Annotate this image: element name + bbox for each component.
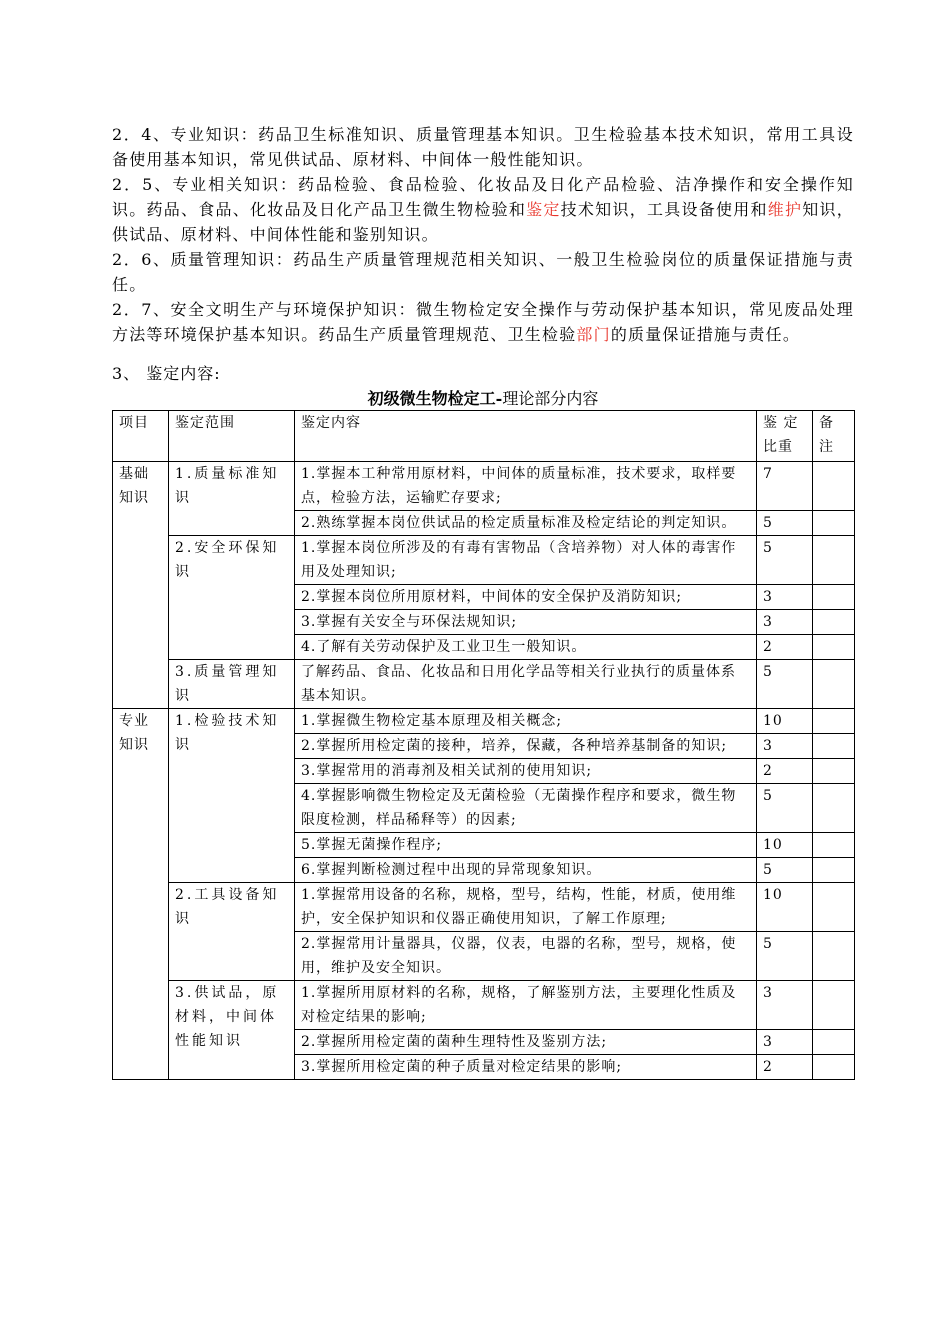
highlighted-text: 部门 [576, 325, 611, 344]
weight-cell: 10 [757, 709, 813, 734]
header-content: 鉴定内容 [295, 411, 757, 462]
remarks-cell [813, 932, 855, 981]
content-cell: 2.掌握常用计量器具，仪器，仪表，电器的名称，型号，规格，使用，维护及安全知识。 [295, 932, 757, 981]
weight-cell: 10 [757, 883, 813, 932]
paragraph [112, 297, 854, 347]
scope-cell: 2.安全环保知识 [169, 536, 295, 660]
remarks-cell [813, 536, 855, 585]
remarks-cell [813, 610, 855, 635]
content-cell: 1.掌握所用原材料的名称，规格，了解鉴别方法，主要理化性质及对检定结果的影响; [295, 981, 757, 1030]
table-row [113, 462, 855, 511]
paragraph-text: 2．5、专业相关知识：药品检验、食品检验、化妆品及日化产品检验、洁净操作和安全操作知识。药品、食品、化妆品及日化产品卫生微生物检验和 [112, 175, 854, 219]
paragraph-text: 2．6、质量管理知识：药品生产质量管理规范相关知识、一般卫生检验岗位的质量保证措施与责任。 [112, 250, 854, 294]
header-remarks: 备 注 [813, 411, 855, 462]
weight-cell: 7 [757, 462, 813, 511]
weight-cell: 5 [757, 932, 813, 981]
section-heading: 3、 鉴定内容: [112, 364, 221, 383]
assessment-table [112, 410, 855, 1080]
paragraph-text: 知识，供试品、原材料、中间体性能和鉴别知识。 [112, 200, 854, 244]
category-cell: 基础知识 [113, 462, 169, 709]
document-page [112, 122, 854, 1080]
paragraph [112, 172, 854, 247]
scope-cell: 3.供试品，原材料，中间体性能知识 [169, 981, 295, 1080]
table-title [112, 388, 854, 410]
weight-cell: 2 [757, 1055, 813, 1080]
paragraph [112, 247, 854, 297]
content-cell: 4.掌握影响微生物检定及无菌检验（无菌操作程序和要求，微生物限度检测，样品稀释等）的因素; [295, 784, 757, 833]
remarks-cell [813, 635, 855, 660]
paragraph-text: 2．4、专业知识：药品卫生标准知识、质量管理基本知识。卫生检验基本技术知识，常用工具设备使用基本知识，常见供试品、原材料、中间体一般性能知识。 [112, 125, 854, 169]
paragraph [112, 122, 854, 172]
weight-cell: 3 [757, 610, 813, 635]
paragraph-text: 技术知识，工具设备使用和 [560, 200, 768, 219]
content-cell: 1.掌握本岗位所涉及的有毒有害物品（含培养物）对人体的毒害作用及处理知识; [295, 536, 757, 585]
remarks-cell [813, 660, 855, 709]
remarks-cell [813, 585, 855, 610]
header-scope: 鉴定范围 [169, 411, 295, 462]
weight-cell: 10 [757, 833, 813, 858]
remarks-cell [813, 709, 855, 734]
weight-cell: 5 [757, 784, 813, 833]
remarks-cell [813, 784, 855, 833]
table-row [113, 660, 855, 709]
remarks-cell [813, 981, 855, 1030]
weight-cell: 3 [757, 585, 813, 610]
table-title-bold: 初级微生物检定工- [367, 389, 503, 408]
content-cell: 了解药品、食品、化妆品和日用化学品等相关行业执行的质量体系基本知识。 [295, 660, 757, 709]
table-row [113, 536, 855, 585]
highlighted-text: 鉴定 [526, 200, 561, 219]
content-cell: 3.掌握所用检定菌的种子质量对检定结果的影响; [295, 1055, 757, 1080]
remarks-cell [813, 1030, 855, 1055]
weight-cell: 2 [757, 635, 813, 660]
content-cell: 3.掌握有关安全与环保法规知识; [295, 610, 757, 635]
remarks-cell [813, 734, 855, 759]
remarks-cell [813, 759, 855, 784]
table-row [113, 981, 855, 1030]
remarks-cell [813, 462, 855, 511]
weight-cell: 3 [757, 734, 813, 759]
header-project: 项目 [113, 411, 169, 462]
content-cell: 2.掌握本岗位所用原材料，中间体的安全保护及消防知识; [295, 585, 757, 610]
content-cell: 3.掌握常用的消毒剂及相关试剂的使用知识; [295, 759, 757, 784]
table-row [113, 883, 855, 932]
content-cell: 2.熟练掌握本岗位供试品的检定质量标准及检定结论的判定知识。 [295, 511, 757, 536]
category-cell: 专业知识 [113, 709, 169, 1080]
content-cell: 5.掌握无菌操作程序; [295, 833, 757, 858]
table-title-normal: 理论部分内容 [502, 389, 599, 408]
table-body [113, 462, 855, 1080]
weight-cell: 3 [757, 1030, 813, 1055]
table-header-row [113, 411, 855, 462]
weight-cell: 5 [757, 536, 813, 585]
weight-cell: 2 [757, 759, 813, 784]
weight-cell: 5 [757, 660, 813, 709]
scope-cell: 1.检验技术知识 [169, 709, 295, 883]
content-cell: 2.掌握所用检定菌的菌种生理特性及鉴别方法; [295, 1030, 757, 1055]
weight-cell: 3 [757, 981, 813, 1030]
content-cell: 2.掌握所用检定菌的接种，培养，保藏，各种培养基制备的知识; [295, 734, 757, 759]
paragraph-list [112, 122, 854, 347]
content-cell: 6.掌握判断检测过程中出现的异常现象知识。 [295, 858, 757, 883]
content-cell: 1.掌握常用设备的名称，规格，型号，结构，性能，材质，使用维护，安全保护知识和仪器正确使用知识，了解工作原理; [295, 883, 757, 932]
remarks-cell [813, 511, 855, 536]
remarks-cell [813, 833, 855, 858]
remarks-cell [813, 1055, 855, 1080]
paragraph-text: 的质量保证措施与责任。 [610, 325, 801, 344]
scope-cell: 3.质量管理知识 [169, 660, 295, 709]
weight-cell: 5 [757, 511, 813, 536]
scope-cell: 1.质量标准知识 [169, 462, 295, 536]
content-cell: 4.了解有关劳动保护及工业卫生一般知识。 [295, 635, 757, 660]
paragraph-text: 2．7、安全文明生产与环境保护知识：微生物检定安全操作与劳动保护基本知识，常见废品处理方法等环境保护基本知识。药品生产质量管理规范、卫生检验 [112, 300, 854, 344]
remarks-cell [813, 883, 855, 932]
remarks-cell [813, 858, 855, 883]
content-cell: 1.掌握本工种常用原材料，中间体的质量标准，技术要求，取样要点，检验方法，运输贮存要求; [295, 462, 757, 511]
highlighted-text: 维护 [767, 200, 803, 219]
table-row [113, 709, 855, 734]
content-cell: 1.掌握微生物检定基本原理及相关概念; [295, 709, 757, 734]
header-weight: 鉴 定 比重 [757, 411, 813, 462]
weight-cell: 5 [757, 858, 813, 883]
scope-cell: 2.工具设备知识 [169, 883, 295, 981]
